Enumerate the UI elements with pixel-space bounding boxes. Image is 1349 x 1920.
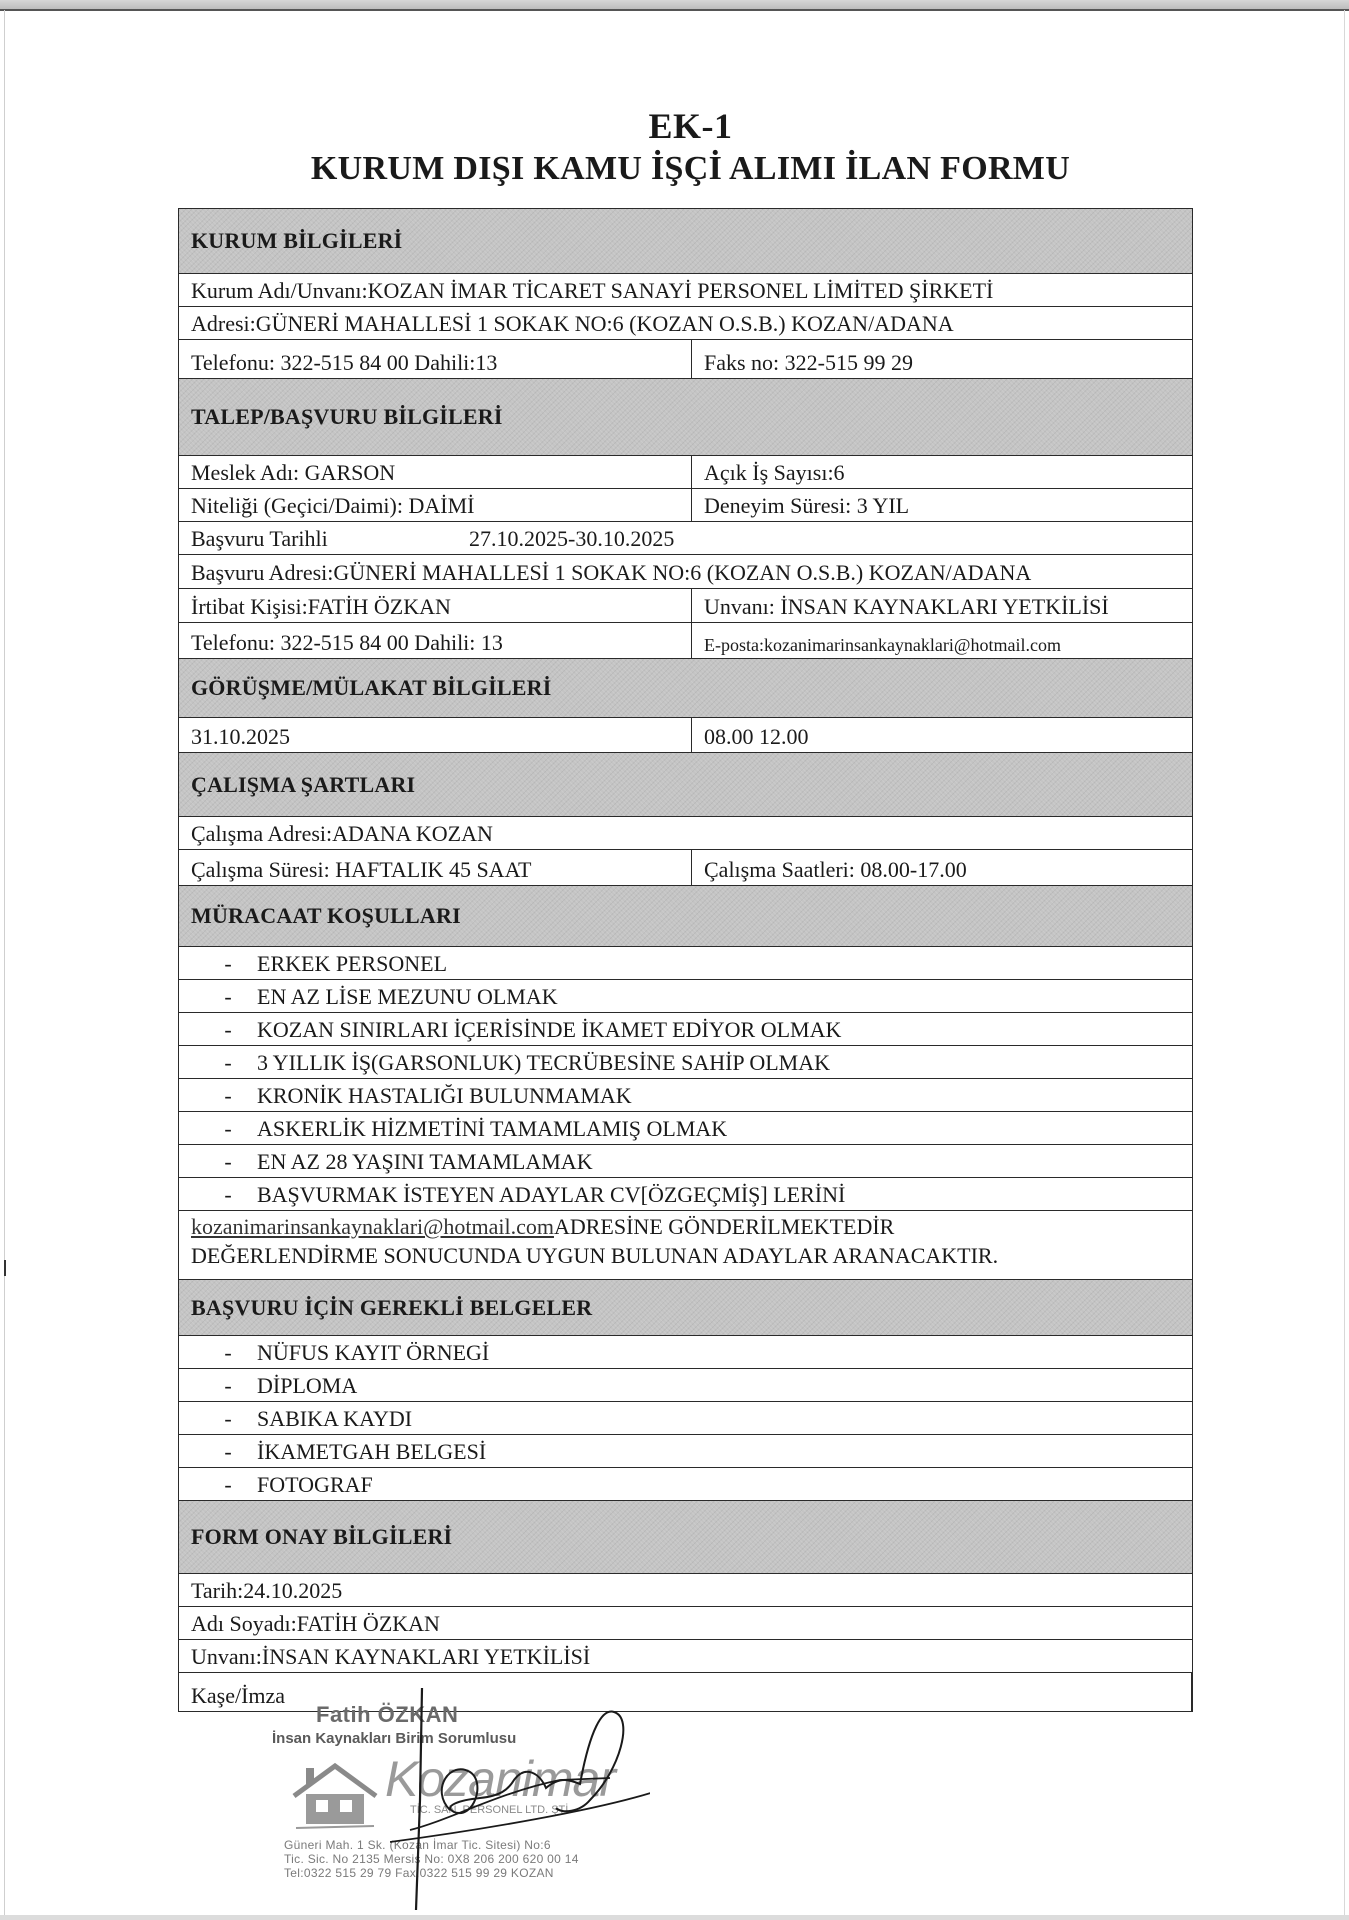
field-calisma-adres: Çalışma Adresi:ADANA KOZAN (191, 821, 493, 846)
house-logo-icon (290, 1760, 380, 1830)
field-unvan: Unvanı: İNSAN KAYNAKLARI YETKİLİSİ (704, 594, 1109, 619)
stamp-phone: Tel:0322 515 29 79 Fax:0322 515 99 29 KOZAN (284, 1866, 554, 1880)
bullet: - (224, 1472, 232, 1497)
list-item-content (179, 1439, 1192, 1467)
bullet: - (224, 1083, 232, 1108)
list-item-content (179, 1472, 1192, 1500)
closing-note: DEĞERLENDİRME SONUCUNDA UYGUN BULUNAN ADAYLAR ARANACAKTIR. (191, 1243, 999, 1268)
list-item-content (179, 1406, 1192, 1434)
field-gorusme-tarih: 31.10.2025 (179, 718, 692, 752)
scan-edge-right (1344, 10, 1345, 1915)
row-kurum-adi (179, 274, 1192, 307)
field-eposta: E-posta:kozanimarinsankaynaklari@hotmail.com (704, 635, 1061, 655)
list-item (179, 1178, 1192, 1211)
field-onay-tarih: Tarih:24.10.2025 (191, 1578, 343, 1603)
list-item-text: NÜFUS KAYIT ÖRNEGİ (257, 1340, 490, 1365)
list-item-text: EN AZ 28 YAŞINI TAMAMLAMAK (257, 1149, 593, 1174)
bullet: - (224, 1050, 232, 1075)
application-email-suffix: ADRESİNE GÖNDERİLMEKTEDİR (553, 1214, 895, 1239)
margin-mark (4, 1260, 6, 1276)
scan-edge-left (4, 10, 5, 1915)
row-calisma-adres (179, 817, 1192, 850)
bullet: - (224, 1182, 232, 1207)
stamp-registry: Tic. Sic. No 2135 Mersis No: 0X8 206 200 620 00 14 (284, 1852, 579, 1866)
row-calisma-sure (179, 850, 1192, 886)
list-item-content (179, 984, 1192, 1012)
list-item-text: 3 YILLIK İŞ(GARSONLUK) TECRÜBESİNE SAHİP OLMAK (257, 1050, 831, 1075)
section-header-onay (179, 1501, 1192, 1574)
list-item (179, 1013, 1192, 1046)
list-item (179, 980, 1192, 1013)
field-calisma-sure: Çalışma Süresi: HAFTALIK 45 SAAT (179, 850, 692, 885)
bullet: - (224, 984, 232, 1009)
field-niteligi: Niteliği (Geçici/Daimi): DAİMİ (179, 489, 692, 521)
bullet: - (224, 1149, 232, 1174)
section-header-talep (179, 379, 1192, 456)
bullet: - (224, 951, 232, 976)
field-onay-adi-soyadi: Adı Soyadı:FATİH ÖZKAN (191, 1611, 440, 1636)
bullet: - (224, 1406, 232, 1431)
section-title: KURUM BİLGİLERİ (191, 228, 403, 253)
row-basvuru-adresi (179, 555, 1192, 589)
stamp-address: Güneri Mah. 1 Sk. (Kozan İmar Tic. Sitesi) No:6 (284, 1838, 551, 1852)
announcement-form (178, 208, 1193, 1712)
list-item (179, 1046, 1192, 1079)
document-code: EK-1 (648, 106, 733, 146)
section-header-kurum (179, 209, 1192, 274)
row-onay-tarih (179, 1574, 1192, 1607)
row-irtibat (179, 589, 1192, 623)
list-item-content (179, 1050, 1192, 1078)
stamp-name: Fatih ÖZKAN (316, 1702, 459, 1727)
scan-edge-top (0, 0, 1349, 11)
basvuru-tarihi-label: Başvuru Tarihli (191, 526, 328, 551)
list-item-content (179, 1083, 1192, 1111)
list-item-text: KRONİK HASTALIĞI BULUNMAMAK (257, 1083, 632, 1108)
bullet: - (224, 1340, 232, 1365)
row-kurum-telefon (179, 340, 1192, 379)
bullet: - (224, 1439, 232, 1464)
field-kurum-telefon: Telefonu: 322-515 84 00 Dahili:13 (179, 340, 692, 378)
list-item (179, 1112, 1192, 1145)
row-niteligi (179, 489, 1192, 522)
section-header-gorusme (179, 659, 1192, 718)
field-basvuru-adresi: Başvuru Adresi:GÜNERİ MAHALLESİ 1 SOKAK NO:6 (KOZAN O.S.B.) KOZAN/ADANA (191, 560, 1032, 585)
list-item-content (179, 1017, 1192, 1045)
row-iletisim (179, 623, 1192, 659)
stamp-subtitle: TİC. SAN. PERSONEL LTD. ŞTİ. (410, 1804, 572, 1816)
application-note (179, 1211, 1192, 1280)
field-gorusme-saat: 08.00 12.00 (704, 724, 809, 749)
section-title: FORM ONAY BİLGİLERİ (191, 1524, 453, 1549)
section-title: BAŞVURU İÇİN GEREKLİ BELGELER (191, 1294, 593, 1320)
field-kase-imza: Kaşe/İmza (191, 1683, 286, 1708)
document-header (178, 105, 1203, 191)
list-item-content (179, 1116, 1192, 1144)
list-item-content (179, 1340, 1192, 1368)
field-telefon: Telefonu: 322-515 84 00 Dahili: 13 (179, 623, 692, 658)
section-header-calisma (179, 753, 1192, 817)
list-item (179, 1402, 1192, 1435)
signature-icon (390, 1680, 650, 1920)
list-item (179, 1468, 1192, 1501)
row-basvuru-tarihi (179, 522, 1192, 555)
document-title: KURUM DIŞI KAMU İŞÇİ ALIMI İLAN FORMU (310, 150, 1071, 187)
list-item-content (179, 1373, 1192, 1401)
section-header-belgeler (179, 1280, 1192, 1336)
list-item-content (179, 951, 1192, 979)
field-meslek: Meslek Adı: GARSON (179, 456, 692, 488)
scan-edge-bottom (0, 1915, 1349, 1920)
list-item (179, 1369, 1192, 1402)
row-onay-adi (179, 1607, 1192, 1640)
field-kurum-adi: Kurum Adı/Unvanı:KOZAN İMAR TİCARET SANAYİ PERSONEL LİMİTED ŞİRKETİ (191, 278, 994, 303)
row-kurum-adres (179, 307, 1192, 340)
section-title: ÇALIŞMA ŞARTLARI (191, 771, 416, 797)
bullet: - (224, 1017, 232, 1042)
section-title: MÜRACAAT KOŞULLARI (191, 903, 461, 928)
field-irtibat: İrtibat Kişisi:FATİH ÖZKAN (179, 589, 692, 622)
field-kurum-adres: Adresi:GÜNERİ MAHALLESİ 1 SOKAK NO:6 (KOZAN O.S.B.) KOZAN/ADANA (191, 311, 954, 336)
section-title: TALEP/BAŞVURU BİLGİLERİ (191, 404, 503, 429)
list-item-text: ERKEK PERSONEL (257, 951, 448, 976)
application-email-line (179, 1211, 1192, 1240)
stamp-title: İnsan Kaynakları Birim Sorumlusu (272, 1730, 517, 1747)
field-acik-is: Açık İş Sayısı:6 (704, 460, 845, 485)
list-item-text: ASKERLİK HİZMETİNİ TAMAMLAMIŞ OLMAK (257, 1116, 728, 1141)
field-kurum-faks: Faks no: 322-515 99 29 (704, 350, 913, 375)
list-item-text: KOZAN SINIRLARI İÇERİSİNDE İKAMET EDİYOR OLMAK (257, 1017, 842, 1042)
list-item (179, 947, 1192, 980)
field-deneyim: Deneyim Süresi: 3 YIL (704, 493, 910, 518)
list-item-text: SABIKA KAYDI (257, 1406, 413, 1431)
bullet: - (224, 1373, 232, 1398)
list-item-content (179, 1149, 1192, 1177)
list-item (179, 1079, 1192, 1112)
list-item (179, 1435, 1192, 1468)
list-item-text: BAŞVURMAK İSTEYEN ADAYLAR CV[ÖZGEÇMİŞ] LERİNİ (257, 1182, 846, 1207)
row-gorusme (179, 718, 1192, 753)
section-title: GÖRÜŞME/MÜLAKAT BİLGİLERİ (191, 675, 552, 700)
basvuru-tarihi-value: 27.10.2025-30.10.2025 (469, 526, 675, 551)
list-item-text: FOTOGRAF (257, 1472, 373, 1497)
stamp-brand: Kozanimar (385, 1751, 615, 1807)
application-email-link[interactable]: kozanimarinsankaynaklari@hotmail.com (191, 1214, 554, 1239)
field-onay-unvan: Unvanı:İNSAN KAYNAKLARI YETKİLİSİ (191, 1644, 591, 1669)
list-item-text: EN AZ LİSE MEZUNU OLMAK (257, 984, 558, 1009)
field-basvuru-tarihi (179, 526, 1192, 554)
row-meslek (179, 456, 1192, 489)
list-item-content (179, 1182, 1192, 1210)
list-item (179, 1336, 1192, 1369)
list-item-text: DİPLOMA (257, 1373, 358, 1398)
bullet: - (224, 1116, 232, 1141)
list-item-text: İKAMETGAH BELGESİ (257, 1439, 487, 1464)
field-calisma-saatler: Çalışma Saatleri: 08.00-17.00 (704, 857, 967, 882)
row-onay-unvan (179, 1640, 1192, 1673)
section-header-muracaat (179, 886, 1192, 947)
list-item (179, 1145, 1192, 1178)
